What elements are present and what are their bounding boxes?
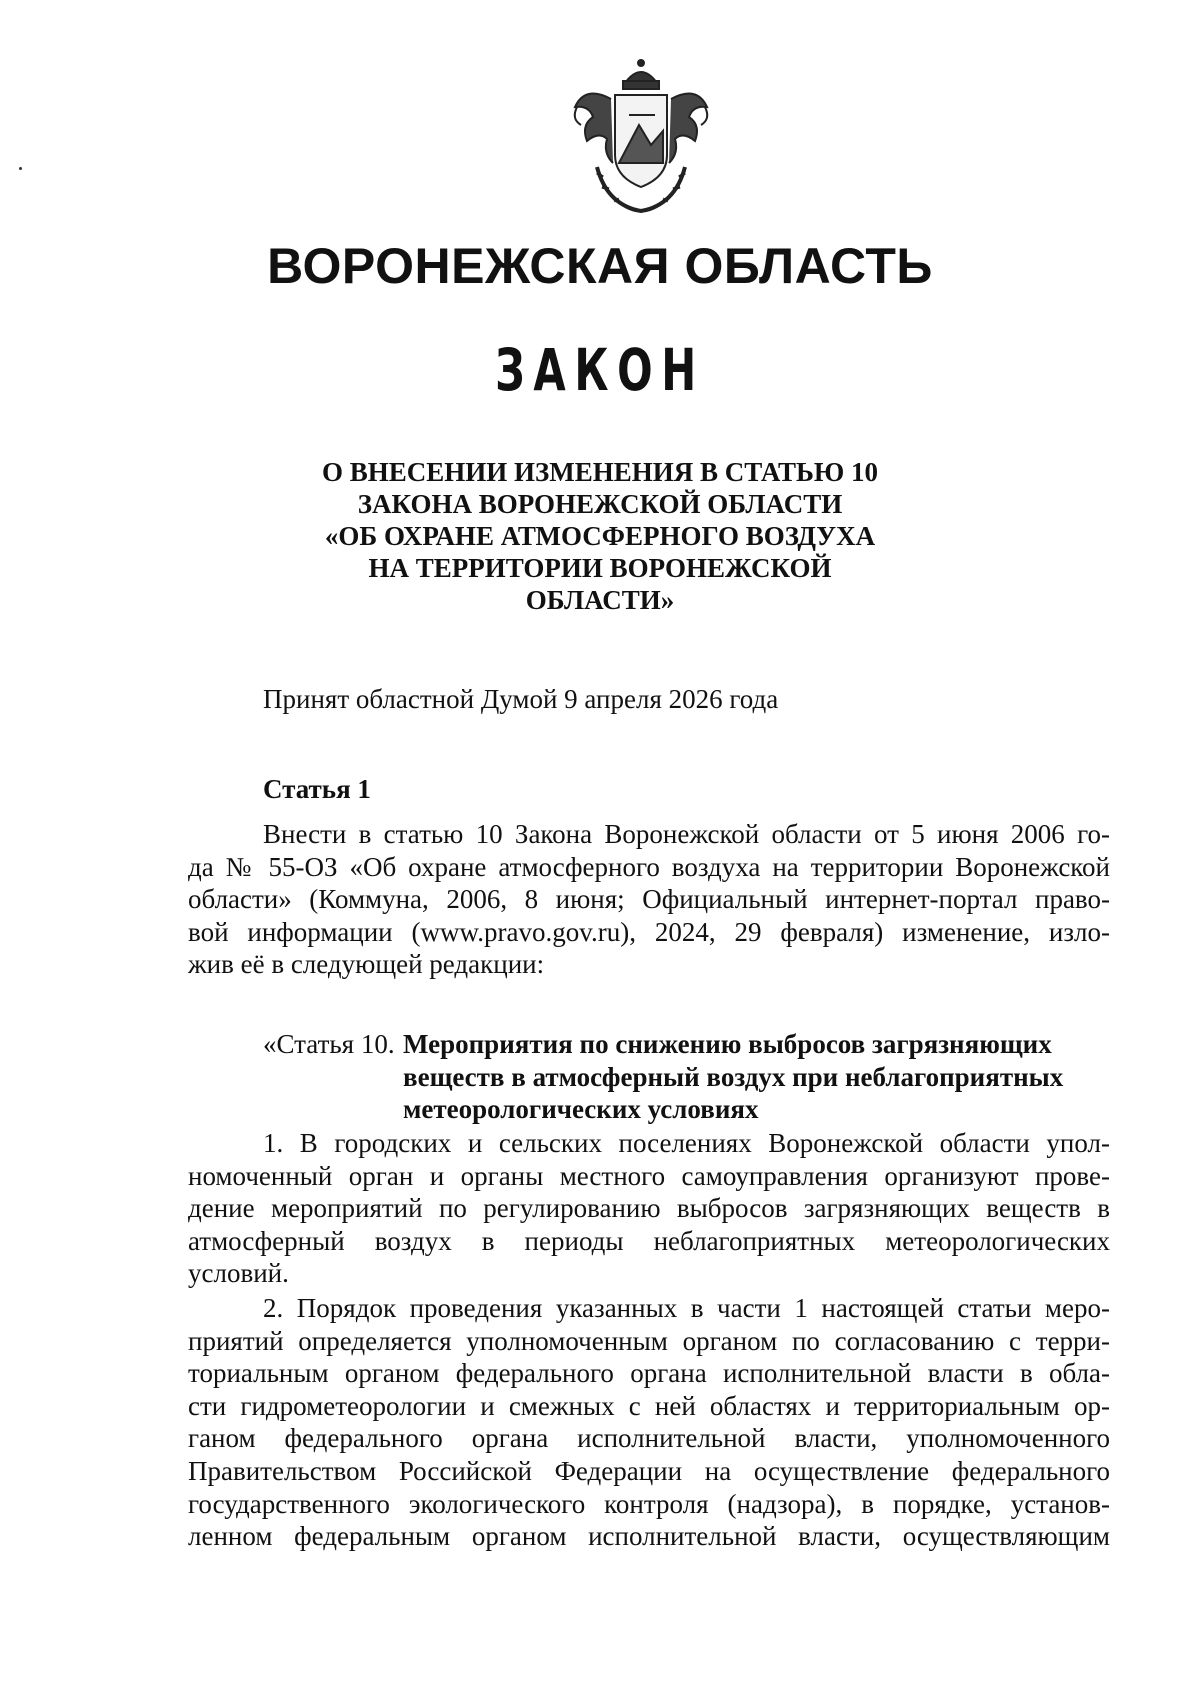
title-line: метеорологических условиях (403, 1094, 759, 1125)
article-1-text (188, 818, 1110, 981)
text-line: да № 55-ОЗ «Об охране атмосферного воздуха на территории Воронежской (188, 851, 1110, 882)
article-10-label: «Статья 10. (263, 1029, 395, 1059)
text-line: условий. (188, 1258, 289, 1289)
text-line: ленном федеральным органом исполнительной власти, осуществляющим (188, 1521, 1110, 1552)
text-line: вой информации (www.pravo.gov.ru), 2024, 29 февраля) изменение, изло- (188, 916, 1110, 947)
coat-of-arms-emblem (563, 55, 719, 220)
text-line: номоченный орган и органы местного самоуправления организуют прове- (188, 1160, 1110, 1191)
text-line: ганом федерального органа исполнительной власти, уполномоченного (188, 1423, 1110, 1454)
title-line: веществ в атмосферный воздух при неблагоприятных (403, 1061, 1064, 1092)
text-line: сти гидрометеорологии и смежных с ней областях и территориальным ор- (188, 1390, 1110, 1421)
text-line: Внести в статью 10 Закона Воронежской области от 5 июня 2006 го- (263, 819, 1110, 849)
adoption-note: Принят областной Думой 9 апреля 2026 года (263, 684, 779, 714)
text-line: приятий определяется уполномоченным органом по согласованию с терри- (188, 1325, 1110, 1356)
article-10-title (403, 1028, 1115, 1126)
title-line: Мероприятия по снижению выбросов загрязняющих (403, 1029, 1052, 1059)
subject-line: О ВНЕСЕНИИ ИЗМЕНЕНИЯ В СТАТЬЮ 10 (321, 457, 879, 487)
subject-line: ЗАКОНА ВОРОНЕЖСКОЙ ОБЛАСТИ (357, 489, 843, 519)
subject-line: ОБЛАСТИ» (525, 585, 675, 615)
subject-line: «ОБ ОХРАНЕ АТМОСФЕРНОГО ВОЗДУХА (324, 521, 876, 551)
text-line: атмосферный воздух в периоды неблагоприятных метеорологических (188, 1225, 1110, 1256)
text-line: ториальным органом федерального органа исполнительной власти в обла- (188, 1358, 1110, 1389)
article-1-heading: Статья 1 (263, 774, 371, 804)
text-line: 1. В городских и сельских поселениях Воронежской области упол- (263, 1128, 1110, 1158)
article-10-paragraph-1 (188, 1127, 1110, 1290)
text-line: дение мероприятий по регулированию выбросов загрязняющих веществ в (188, 1193, 1110, 1224)
scan-speck (19, 167, 22, 170)
text-line: жив её в следующей редакции: (188, 949, 545, 980)
article-10-paragraph-2 (188, 1292, 1110, 1553)
text-line: Правительством Российской Федерации на осуществление федерального (188, 1455, 1110, 1486)
subject-line: НА ТЕРРИТОРИИ ВОРОНЕЖСКОЙ (368, 553, 832, 583)
law-subject-heading (300, 456, 900, 616)
text-line: 2. Порядок проведения указанных в части 1 настоящей статьи меро- (263, 1293, 1110, 1323)
text-line: области» (Коммуна, 2006, 8 июня; Официальный интернет-портал право- (188, 884, 1110, 915)
document-type-title: ЗАКОН (495, 336, 705, 404)
region-title: ВОРОНЕЖСКАЯ ОБЛАСТЬ (267, 238, 933, 294)
text-line: государственного экологического контроля (надзора), в порядке, установ- (188, 1488, 1110, 1519)
